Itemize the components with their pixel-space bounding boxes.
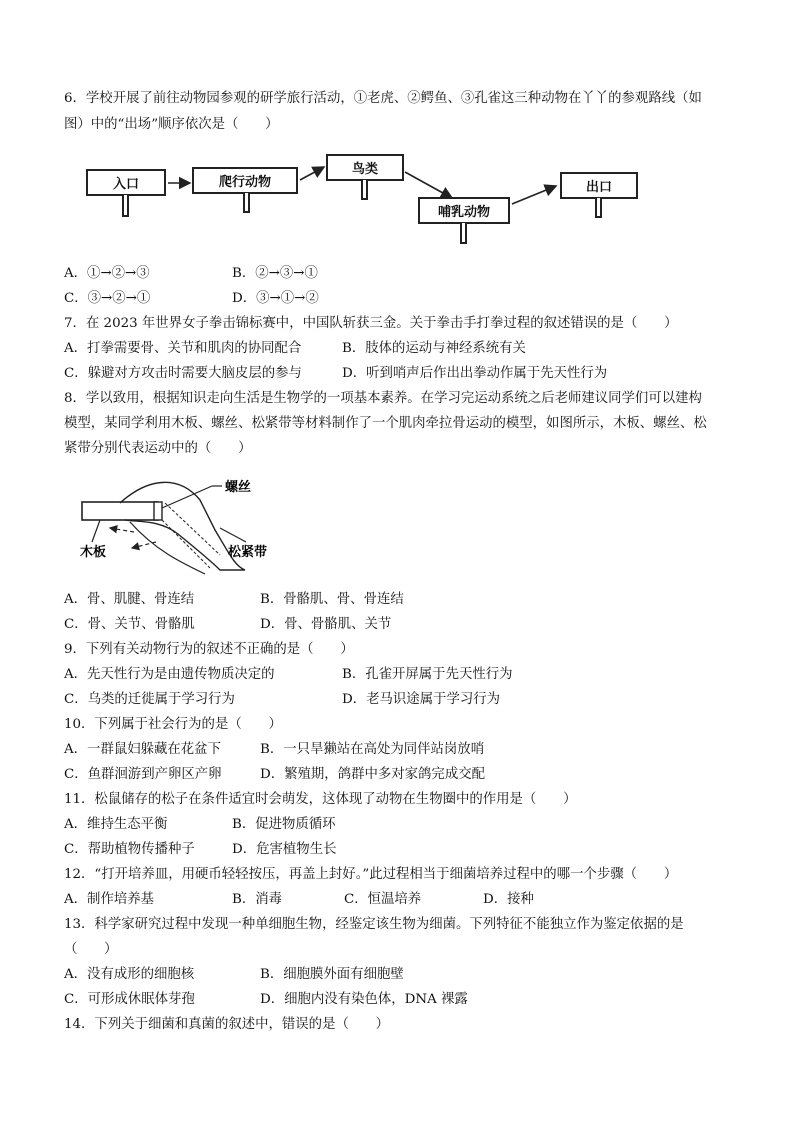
q8-option-c[interactable]: C．骨、关节、骨骼肌	[64, 617, 195, 632]
q11-stem: 11．松鼠储存的松子在条件适宜时会萌发，这体现了动物在生物圈中的作用是（ ）	[64, 792, 577, 807]
q8-stem-line2: 模型，某同学利用木板、螺丝、松紧带等材料制作了一个肌肉牵拉骨运动的模型，如图所示，木板、螺丝、松	[64, 416, 707, 431]
q9-option-b[interactable]: B．孔雀开屏属于先天性行为	[342, 667, 513, 682]
sign-mammals: 哺乳动物	[418, 197, 510, 224]
sign-post-exit	[595, 198, 602, 218]
sign-post-reptiles	[243, 193, 250, 213]
q10-stem: 10．下列属于社会行为的是（ ）	[64, 717, 282, 732]
q7-option-a[interactable]: A．打拳需要骨、关节和肌肉的协同配合	[64, 341, 302, 356]
label-screw: 螺丝	[225, 480, 252, 495]
q9-stem: 9．下列有关动物行为的叙述不正确的是（ ）	[64, 642, 354, 657]
q7-option-d[interactable]: D．听到哨声后作出出拳动作属于先天性行为	[342, 366, 608, 381]
sign-birds: 鸟类	[326, 154, 404, 181]
q12-option-a[interactable]: A．制作培养基	[64, 892, 155, 907]
q8-stem-line1: 8．学以致用，根据知识走向生活是生物学的一项基本素养。在学习完运动系统之后老师建议同学们可以建构	[64, 391, 702, 406]
q13-stem-line1: 13．科学家研究过程中发现一种单细胞生物，经鉴定该生物为细菌。下列特征不能独立作为鉴定依据的是	[64, 917, 684, 932]
q14-stem: 14．下列关于细菌和真菌的叙述中，错误的是（ ）	[64, 1017, 390, 1032]
q11-option-b[interactable]: B．促进物质循环	[232, 817, 336, 832]
route-arrows	[0, 0, 794, 260]
screw-shape	[154, 502, 162, 520]
q13-option-c[interactable]: C．可形成休眠体芽孢	[64, 992, 195, 1007]
q13-option-d[interactable]: D．细胞内没有染色体，DNA 裸露	[260, 992, 468, 1007]
q8-option-d[interactable]: D．骨、骨骼肌、关节	[260, 617, 392, 632]
label-band: 松紧带	[228, 545, 268, 560]
sign-entrance: 入口	[86, 169, 166, 196]
board-shape	[82, 502, 158, 520]
sign-post-entrance	[122, 195, 129, 217]
q6-option-b[interactable]: B．②→③→①	[232, 266, 318, 281]
sign-post-birds	[361, 180, 368, 200]
q10-option-b[interactable]: B．一只旱獭站在高处为同伴站岗放哨	[260, 742, 485, 757]
q6-option-a[interactable]: A．①→②→③	[64, 266, 150, 281]
q7-option-b[interactable]: B．肢体的运动与神经系统有关	[342, 341, 526, 356]
q9-option-a[interactable]: A．先天性行为是由遗传物质决定的	[64, 667, 275, 682]
q11-option-a[interactable]: A．维持生态平衡	[64, 817, 168, 832]
q10-option-a[interactable]: A．一群鼠妇躲藏在花盆下	[64, 742, 221, 757]
q11-option-c[interactable]: C．帮助植物传播种子	[64, 842, 195, 857]
q13-option-b[interactable]: B．细胞膜外面有细胞壁	[260, 967, 404, 982]
q6-option-d[interactable]: D．③→①→②	[232, 291, 319, 306]
arrow-2	[300, 167, 324, 180]
sign-post-mammals	[460, 223, 467, 244]
q6-option-c[interactable]: C．③→②→①	[64, 291, 151, 306]
arrow-3	[405, 172, 452, 198]
q9-option-d[interactable]: D．老马识途属于学习行为	[342, 692, 501, 707]
q12-option-b[interactable]: B．消毒	[232, 892, 283, 907]
q10-option-c[interactable]: C．鱼群洄游到产卵区产卵	[64, 767, 222, 782]
q11-option-d[interactable]: D．危害植物生长	[232, 842, 337, 857]
q7-stem: 7．在 2023 年世界女子拳击锦标赛中，中国队斩获三金。关于拳击手打拳过程的叙述错误的是（ ）	[64, 316, 678, 331]
q8-stem-line3: 紧带分别代表运动中的（ ）	[64, 441, 252, 456]
q9-option-c[interactable]: C．乌类的迁徙属于学习行为	[64, 692, 235, 707]
q12-stem: 12．“打开培养皿，用硬币轻轻按压，再盖上封好。”此过程相当于细菌培养过程中的哪一个步骤（ ）	[64, 867, 678, 882]
q13-stem-line2: （ ）	[64, 942, 118, 957]
q13-option-a[interactable]: A．没有成形的细胞核	[64, 967, 195, 982]
q7-option-c[interactable]: C．躲避对方攻击时需要大脑皮层的参与	[64, 366, 302, 381]
band-shape	[120, 482, 245, 570]
muscle-model-drawing	[70, 470, 310, 585]
sign-exit: 出口	[560, 172, 638, 199]
label-board: 木板	[80, 545, 107, 560]
arrow-4	[512, 186, 556, 204]
q6-stem-line2: 图）中的“出场”顺序依次是（ ）	[64, 117, 279, 132]
q6-stem-line1: 6．学校开展了前往动物园参观的研学旅行活动，①老虎、②鳄鱼、③孔雀这三种动物在丫丫的参观路线（如	[64, 91, 702, 106]
q12-option-c[interactable]: C．恒温培养	[344, 892, 422, 907]
sign-reptiles: 爬行动物	[192, 167, 298, 194]
q8-option-b[interactable]: B．骨骼肌、骨、骨连结	[260, 592, 404, 607]
q12-option-d[interactable]: D．接种	[483, 892, 534, 907]
q10-option-d[interactable]: D．繁殖期，鸽群中多对家鸽完成交配	[260, 767, 485, 782]
q8-option-a[interactable]: A．骨、肌腱、骨连结	[64, 592, 195, 607]
